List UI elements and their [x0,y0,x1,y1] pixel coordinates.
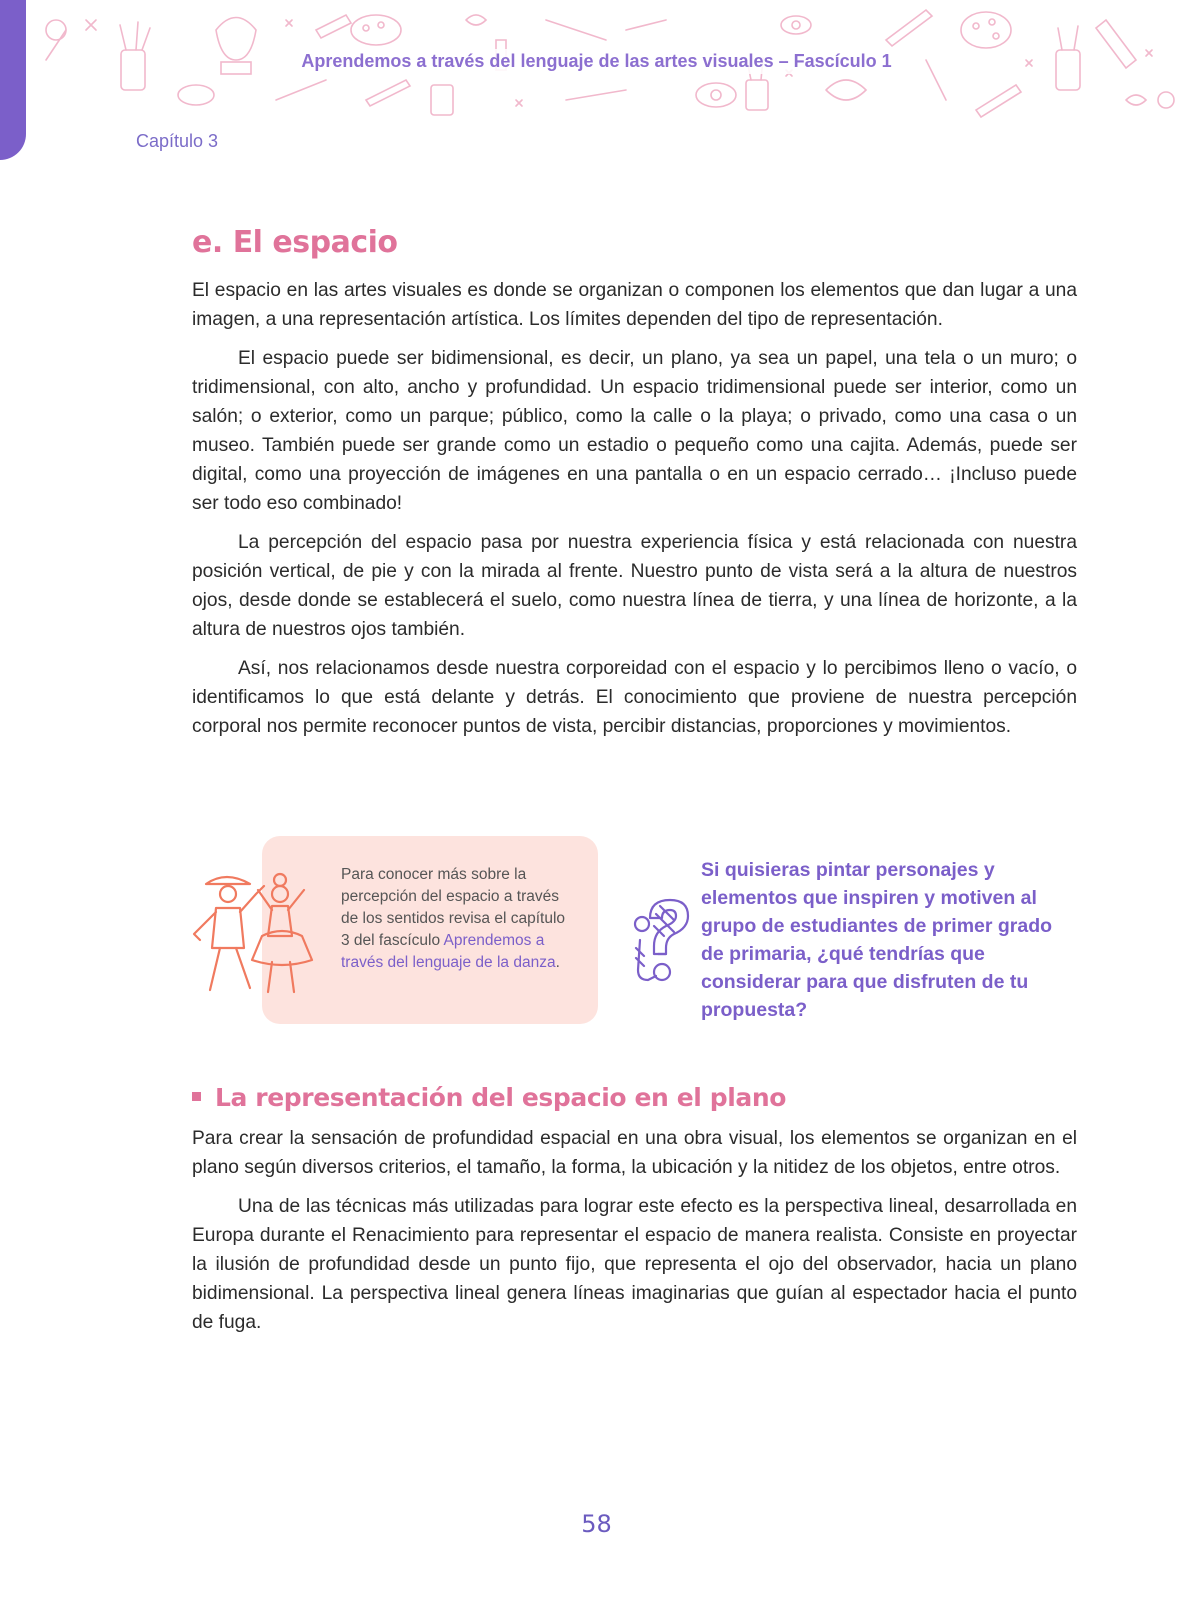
question-mark-icon [632,896,692,986]
danza-callout-body: Para conocer más sobre la percepción del espacio a través de los sentidos revisa el capítulo 3 del fascículo [341,866,566,949]
paragraph: El espacio en las artes visuales es donde se organizan o componen los elementos que dan lugar a una imagen, a una representación artística. Los límites dependen del tipo de representación. [192,280,1077,330]
paragraph: La percepción del espacio pasa por nuestra experiencia física y está relacionada con nuestra posición vertical, de pie y con la mirada al frente. Nuestro punto de vista será a la altura de nuestros ojos, desde donde se establecerá el suelo, como nuestra línea de tierra, y una línea de horizonte, a la altura de nuestros ojos también. [192,532,1077,640]
subsection-body [192,1124,1077,1347]
heading-bullet [192,1092,201,1101]
page-number: 58 [581,1510,612,1538]
chapter-label: Capítulo 3 [136,131,219,151]
section-title: e. El espacio [192,225,398,260]
paragraph: Así, nos relacionamos desde nuestra corporeidad con el espacio y lo percibimos lleno o vacío, o identificamos lo que está delante y detrás. El conocimiento que proviene de nuestra percepción corporal nos permite reconocer puntos de vista, percibir distancias, proporciones y movimientos. [192,658,1077,737]
callouts-row [186,836,1086,1036]
paragraph: El espacio puede ser bidimensional, es decir, un plano, ya sea un papel, una tela o un muro; o tridimensional, con alto, ancho y profundidad. Un espacio tridimensional puede ser interior, como un salón; o exterior, como un parque; público, como la calle o la playa; o privado, como una casa o un museo. También puede ser grande como un estadio o pequeño como una cajita. Además, puede ser digital, como una proyección de imágenes en una pantalla o en un espacio cerrado… ¡Incluso puede ser todo eso combinado! [192,348,1077,514]
reflection-question: Si quisieras pintar personajes y elementos que inspiren y motiven al grupo de estudiantes de primer grado de primaria, ¿qué tendrías que considerar para que disfruten de tu propuesta? [701,859,1053,1021]
page-tab-accent [0,0,26,160]
subsection-heading [192,1083,1077,1112]
paragraph: Una de las técnicas más utilizadas para lograr este efecto es la perspectiva lineal, desarrollada en Europa durante el Renacimiento para representar el espacio de manera realista. Consiste en proyectar la ilusión de profundidad desde un punto fijo, que representa el ojo del observador, hacia un plano bidimensional. La perspectiva lineal genera líneas imaginarias que guían al espectador hacia el punto de fuga. [192,1196,1077,1333]
subsection-title: La representación del espacio en el plano [215,1083,787,1112]
section-espacio [192,225,1077,751]
danza-callout-suffix: . [555,954,560,971]
paragraph: Para crear la sensación de profundidad espacial en una obra visual, los elementos se organizan en el plano según diversos criterios, el tamaño, la forma, la ubicación y la nitidez de los objetos, entre otros. [192,1128,1077,1178]
header-title: Aprendemos a través del lenguaje de las artes visuales – Fascículo 1 [287,49,907,74]
danza-callout-text [341,864,571,974]
danza-fasciculo-link[interactable]: Aprendemos a través del lenguaje de la danza [341,932,556,971]
dancers-icon [186,866,324,996]
